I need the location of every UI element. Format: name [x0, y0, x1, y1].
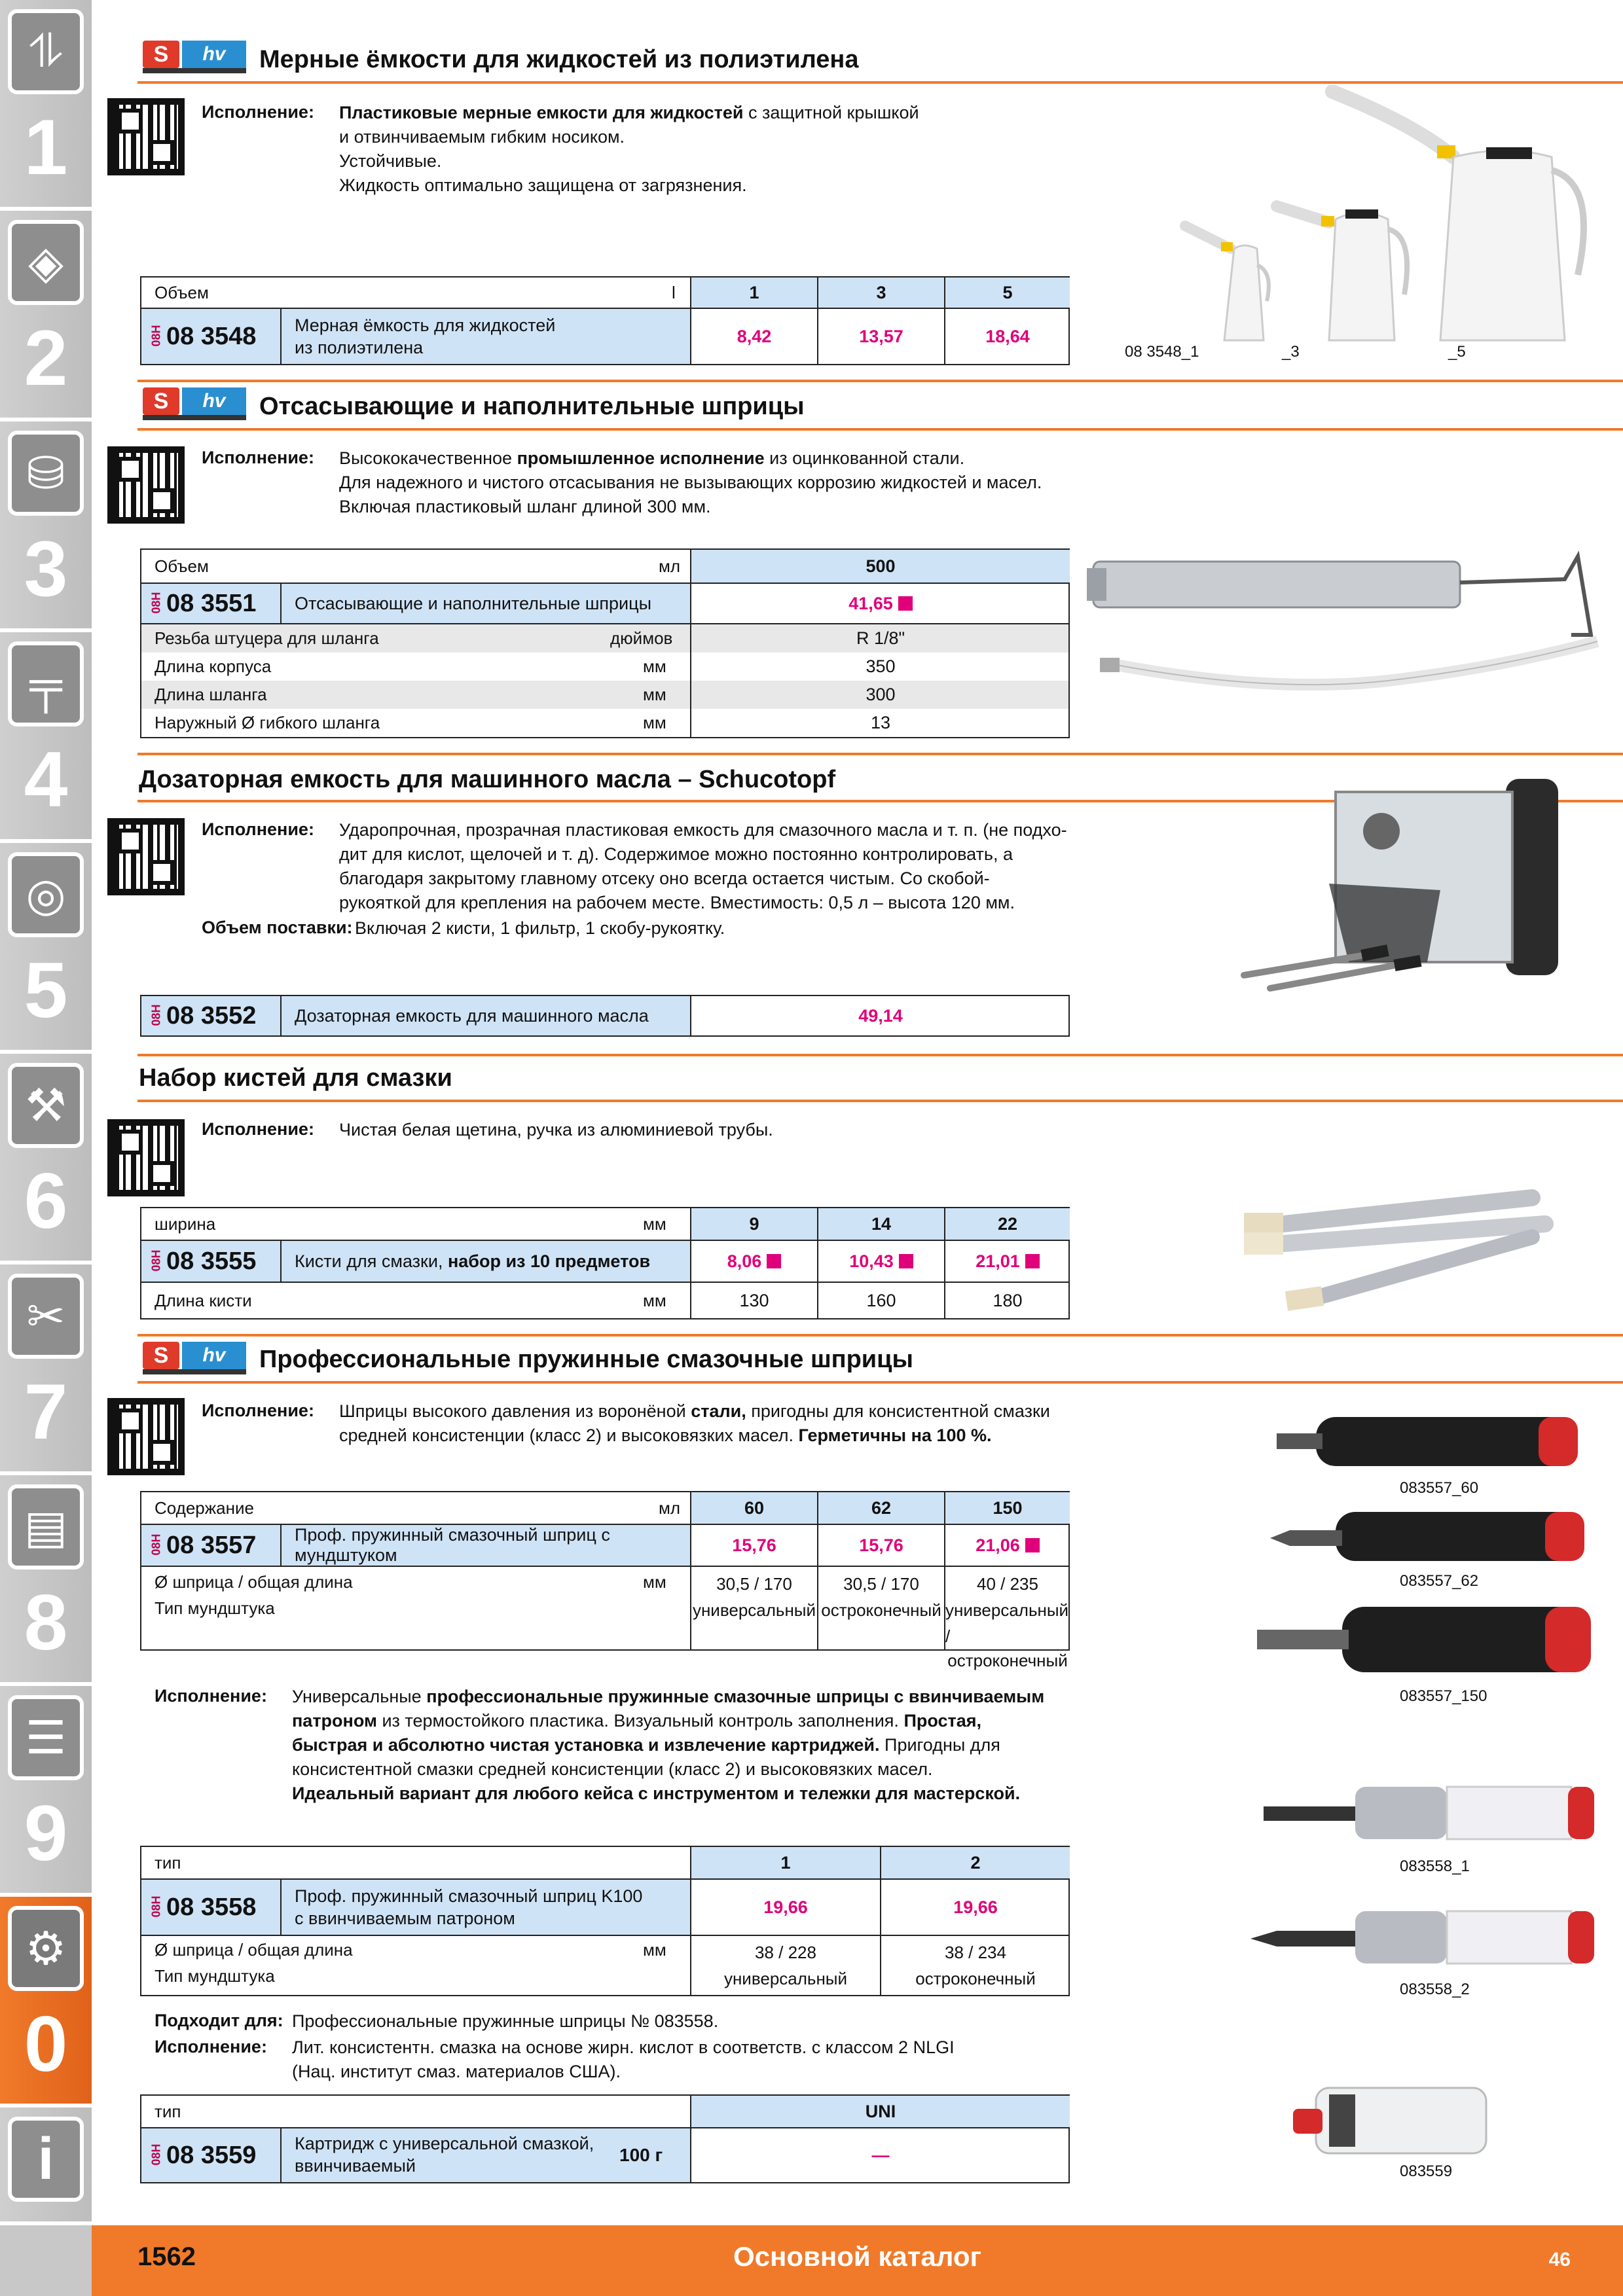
- product-table: [140, 1846, 1070, 1996]
- article-code[interactable]: 08H 08 3551: [149, 589, 257, 617]
- info-icon: i: [8, 2117, 84, 2202]
- price[interactable]: 21,06: [944, 1525, 1070, 1566]
- chapter-9-tab[interactable]: [0, 1686, 92, 1897]
- content-header: 62: [817, 1492, 944, 1524]
- description: Высококачественное промышленное исполнение из оцинкованной стали. Для надежного и чистого отсасывания не вызывающих коррозию жидкостей и масел. Включая пластиковый шланг длиной 300 мм.: [339, 448, 1042, 516]
- unit: мл: [659, 1498, 681, 1518]
- unit: мм: [643, 1213, 666, 1234]
- cabinet-icon: ☰: [8, 1695, 84, 1780]
- column-header: тип: [155, 1852, 181, 1873]
- chapter-number: 5: [24, 946, 68, 1034]
- spec-label: Тип мундштука: [155, 1598, 275, 1618]
- content-header: 150: [944, 1492, 1070, 1524]
- column-header: Объем: [155, 556, 209, 576]
- article-code[interactable]: 08H 08 3558: [149, 1893, 257, 1921]
- chapter-number: 6: [24, 1157, 68, 1245]
- chapter-number: 9: [24, 1789, 68, 1877]
- product-name: Мерная ёмкость для жидкостей из полиэтилена: [295, 315, 556, 357]
- product-name: Картридж с универсальной смазкой, ввинчиваемый: [295, 2134, 594, 2176]
- column-header: тип: [155, 2101, 181, 2121]
- execution-label: Исполнение:: [202, 1119, 314, 1139]
- width-header: 14: [817, 1208, 944, 1240]
- article-code[interactable]: 08H 08 3552: [149, 1001, 257, 1030]
- article-code[interactable]: 08H 08 3559: [149, 2141, 257, 2169]
- price[interactable]: 41,65: [690, 584, 1070, 623]
- section-title: Профессиональные пружинные смазочные шприцы: [259, 1346, 913, 1373]
- chapter-1-tab[interactable]: [0, 0, 92, 211]
- price[interactable]: 8,42: [690, 309, 817, 364]
- chapter-number: 0: [24, 2000, 68, 2088]
- qr-code[interactable]: [107, 1398, 185, 1475]
- sam-hallbauer-logo: S hv: [143, 387, 247, 420]
- image-caption: 083557_62: [1400, 1572, 1479, 1590]
- measuring-jugs-image: [1048, 85, 1617, 347]
- chapter-info-tab[interactable]: [0, 2108, 92, 2225]
- qr-code[interactable]: [107, 98, 185, 175]
- product-table: [140, 1491, 1070, 1670]
- price[interactable]: 8,06: [690, 1241, 817, 1282]
- section-title: Набор кистей для смазки: [139, 1064, 452, 1092]
- section-title: Отсасывающие и наполнительные шприцы: [259, 393, 805, 420]
- spec-rows: Резьба штуцера для шланга дюймов R 1/8" Длина корпуса мм 350 Длина шланга мм 300 Наружный Ø гибкого шланга мм 13: [141, 624, 1068, 737]
- fits-label: Подходит для:: [155, 2011, 283, 2030]
- product-name: Проф. пружинный смазочный шприц с мундштуком: [295, 1525, 610, 1565]
- qr-code[interactable]: [107, 818, 185, 895]
- sam-hallbauer-logo: S hv: [143, 41, 247, 73]
- execution-label: Исполнение:: [155, 2037, 267, 2056]
- unit: мм: [643, 1290, 666, 1310]
- chapter-5-tab[interactable]: [0, 843, 92, 1054]
- execution-label: Исполнение:: [202, 819, 314, 839]
- price[interactable]: 15,76: [690, 1525, 817, 1566]
- syringe-image: [1074, 543, 1623, 726]
- grease-guns-image: [1237, 1407, 1623, 2206]
- grinding-disc-icon: ◎: [8, 852, 84, 937]
- volume-header: 3: [817, 278, 944, 308]
- width-header: 22: [944, 1208, 1070, 1240]
- catalog-title: Основной каталог: [733, 2241, 981, 2272]
- chapter-8-tab[interactable]: [0, 1475, 92, 1686]
- sheet-number: 46: [1548, 2249, 1571, 2270]
- catalog-page: [92, 0, 1623, 2225]
- product-name: Проф. пружинный смазочный шприц K100 с ввинчиваемым патроном: [295, 1886, 643, 1928]
- description: Шприцы высокого давления из воронёной стали, пригодны для консистентной смазки средней консистенции (класс 2) и высоковязких масел. Герметичны на 100 %.: [339, 1401, 1050, 1445]
- execution-label: Исполнение:: [202, 1401, 314, 1420]
- article-code[interactable]: 08H 08 3557: [149, 1531, 257, 1559]
- product-table: [140, 1207, 1070, 1319]
- execution-label: Исполнение:: [155, 1686, 267, 1706]
- article-code[interactable]: 08H 08 3555: [149, 1247, 257, 1275]
- chapter-0-tab[interactable]: [0, 1897, 92, 2108]
- type-header: 1: [690, 1847, 880, 1878]
- volume-header: 5: [944, 278, 1070, 308]
- price[interactable]: 18,64: [944, 309, 1070, 364]
- safety-glasses-icon: ⚙: [8, 1906, 84, 1991]
- image-caption: 08 3548_1: [1125, 343, 1199, 361]
- description: Пластиковые мерные емкости для жидкостей с защитной крышкой и отвинчиваемым гибким носиком. Устойчивые. Жидкость оптимально защищена от загрязнения.: [339, 103, 919, 195]
- image-caption: 083557_150: [1400, 1687, 1487, 1705]
- spec-values: 30,5 / 170 универсальный: [690, 1567, 817, 1649]
- type-header: UNI: [690, 2096, 1070, 2127]
- brush-set-image: [1205, 1152, 1623, 1316]
- chapter-7-tab[interactable]: [0, 1265, 92, 1475]
- price[interactable]: 49,14: [690, 996, 1070, 1035]
- volume-header: 1: [690, 278, 817, 308]
- price[interactable]: 19,66: [690, 1880, 880, 1935]
- qr-code[interactable]: [107, 1119, 185, 1196]
- spec-values: 40 / 235 универсальный / остроконечный: [944, 1567, 1070, 1649]
- volume-header: 500: [690, 550, 1070, 583]
- delivery-label: Объем поставки:: [202, 918, 353, 937]
- delivery-contents: Включая 2 кисти, 1 фильтр, 1 скобу-рукоятку.: [355, 918, 725, 938]
- product-table: [140, 276, 1070, 365]
- chapter-2-tab[interactable]: [0, 211, 92, 422]
- image-caption: _5: [1448, 343, 1466, 361]
- sam-hallbauer-logo: S hv: [143, 1342, 247, 1374]
- oil-dispenser-image: [1231, 766, 1623, 1001]
- section-title: Мерные ёмкости для жидкостей из полиэтилена: [259, 46, 859, 73]
- section-title: Дозаторная емкость для машинного масла – Schucotopf: [139, 766, 836, 793]
- price[interactable]: 19,66: [880, 1880, 1070, 1935]
- pliers-icon: ✂: [8, 1274, 84, 1359]
- description: Универсальные профессиональные пружинные смазочные шприцы с ввинчиваемым патроном из термостойкого пластика. Визуальный контроль заполнения. Простая, быстрая и абсолютно чистая установка и извлечение картриджей. Пригодны для консистентной смазки средней консистенции (класс 2) и высоковязких масел. Идеальный вариант для любого кейса с инструментом и тележки для мастерской.: [292, 1687, 1045, 1803]
- spec-values: 38 / 234 остроконечный: [880, 1936, 1070, 1995]
- chapter-number: 8: [24, 1579, 68, 1666]
- unit: l: [672, 282, 676, 302]
- chapter-6-tab[interactable]: [0, 1054, 92, 1265]
- unit: мм: [643, 1940, 666, 1960]
- width-header: 9: [690, 1208, 817, 1240]
- article-code[interactable]: 08H 08 3548: [149, 322, 257, 350]
- chapter-4-tab[interactable]: [0, 632, 92, 843]
- content-header: 60: [690, 1492, 817, 1524]
- chapter-number: 4: [24, 736, 68, 823]
- spec-value: 130: [690, 1283, 817, 1318]
- cutting-insert-icon: ◈: [8, 220, 84, 305]
- chapter-number: 3: [24, 525, 68, 613]
- price[interactable]: 10,43: [817, 1241, 944, 1282]
- product-table: [140, 548, 1070, 738]
- product-table: [140, 995, 1070, 1037]
- product-name: Кисти для смазки, набор из 10 предметов: [295, 1251, 651, 1271]
- execution-label: Исполнение:: [202, 102, 314, 122]
- description: Ударопрочная, прозрачная пластиковая емкость для смазочного масла и т. п. (не подхо- дит для кислот, щелочей и т. д). Содержимое можно постоянно контролировать, а благодаря закрытому главному отсеку оно всегда остается чистым. Со скобой- рукояткой для крепления на рабочем месте. Вместимость: 0,5 л – высота 120 мм.: [339, 820, 1067, 912]
- tool-case-icon: ▤: [8, 1484, 84, 1570]
- spec-label: Длина кисти: [155, 1290, 252, 1310]
- description: Чистая белая щетина, ручка из алюминиевой трубы.: [339, 1120, 773, 1139]
- price[interactable]: —: [690, 2128, 1070, 2182]
- wrench-icon: ⚒: [8, 1063, 84, 1148]
- image-caption: 083559: [1400, 2162, 1453, 2180]
- description: Лит. консистентн. смазка на основе жирн. кислот в соответств. с классом 2 NLGI (Нац. институт смаз. материалов США).: [292, 2037, 955, 2081]
- fits-text: Профессиональные пружинные шприцы № 083558.: [292, 2011, 719, 2031]
- price[interactable]: 13,57: [817, 309, 944, 364]
- spec-values: 38 / 228 универсальный: [690, 1936, 880, 1995]
- unit: мл: [659, 556, 681, 576]
- spec-value: 160: [817, 1283, 944, 1318]
- chapter-number: 2: [24, 314, 68, 402]
- page-number: 1562: [137, 2242, 196, 2271]
- spec-label: Тип мундштука: [155, 1966, 275, 1986]
- page-footer: [92, 2225, 1623, 2296]
- image-caption: _3: [1282, 343, 1300, 361]
- price[interactable]: 21,01: [944, 1241, 1070, 1282]
- price[interactable]: 15,76: [817, 1525, 944, 1566]
- quantity: 100 г: [619, 2145, 663, 2165]
- spec-label: Ø шприца / общая длина: [155, 1940, 353, 1960]
- chapter-number: 1: [24, 103, 68, 191]
- type-header: 2: [880, 1847, 1070, 1878]
- drill-bit-icon: ⥮: [8, 9, 84, 94]
- column-header: Объем: [155, 282, 209, 302]
- chuck-icon: ⛁: [8, 431, 84, 516]
- spec-value: 180: [944, 1283, 1070, 1318]
- image-caption: 083558_2: [1400, 1981, 1470, 1998]
- spec-values: 30,5 / 170 остроконечный: [817, 1567, 944, 1649]
- execution-label: Исполнение:: [202, 448, 314, 467]
- caliper-icon: ╤: [8, 641, 84, 726]
- product-name: Дозаторная емкость для машинного масла: [295, 1005, 649, 1026]
- chapter-number: 7: [24, 1368, 68, 1456]
- chapter-sidebar: [0, 0, 92, 2296]
- product-name: Отсасывающие и наполнительные шприцы: [295, 593, 651, 613]
- spec-label: Ø шприца / общая длина: [155, 1572, 353, 1592]
- unit: мм: [643, 1572, 666, 1592]
- image-caption: 083557_60: [1400, 1479, 1479, 1497]
- chapter-3-tab[interactable]: [0, 422, 92, 632]
- column-header: ширина: [155, 1213, 216, 1234]
- column-header: Содержание: [155, 1498, 254, 1518]
- image-caption: 083558_1: [1400, 1857, 1470, 1875]
- product-table: [140, 2094, 1070, 2183]
- qr-code[interactable]: [107, 446, 185, 524]
